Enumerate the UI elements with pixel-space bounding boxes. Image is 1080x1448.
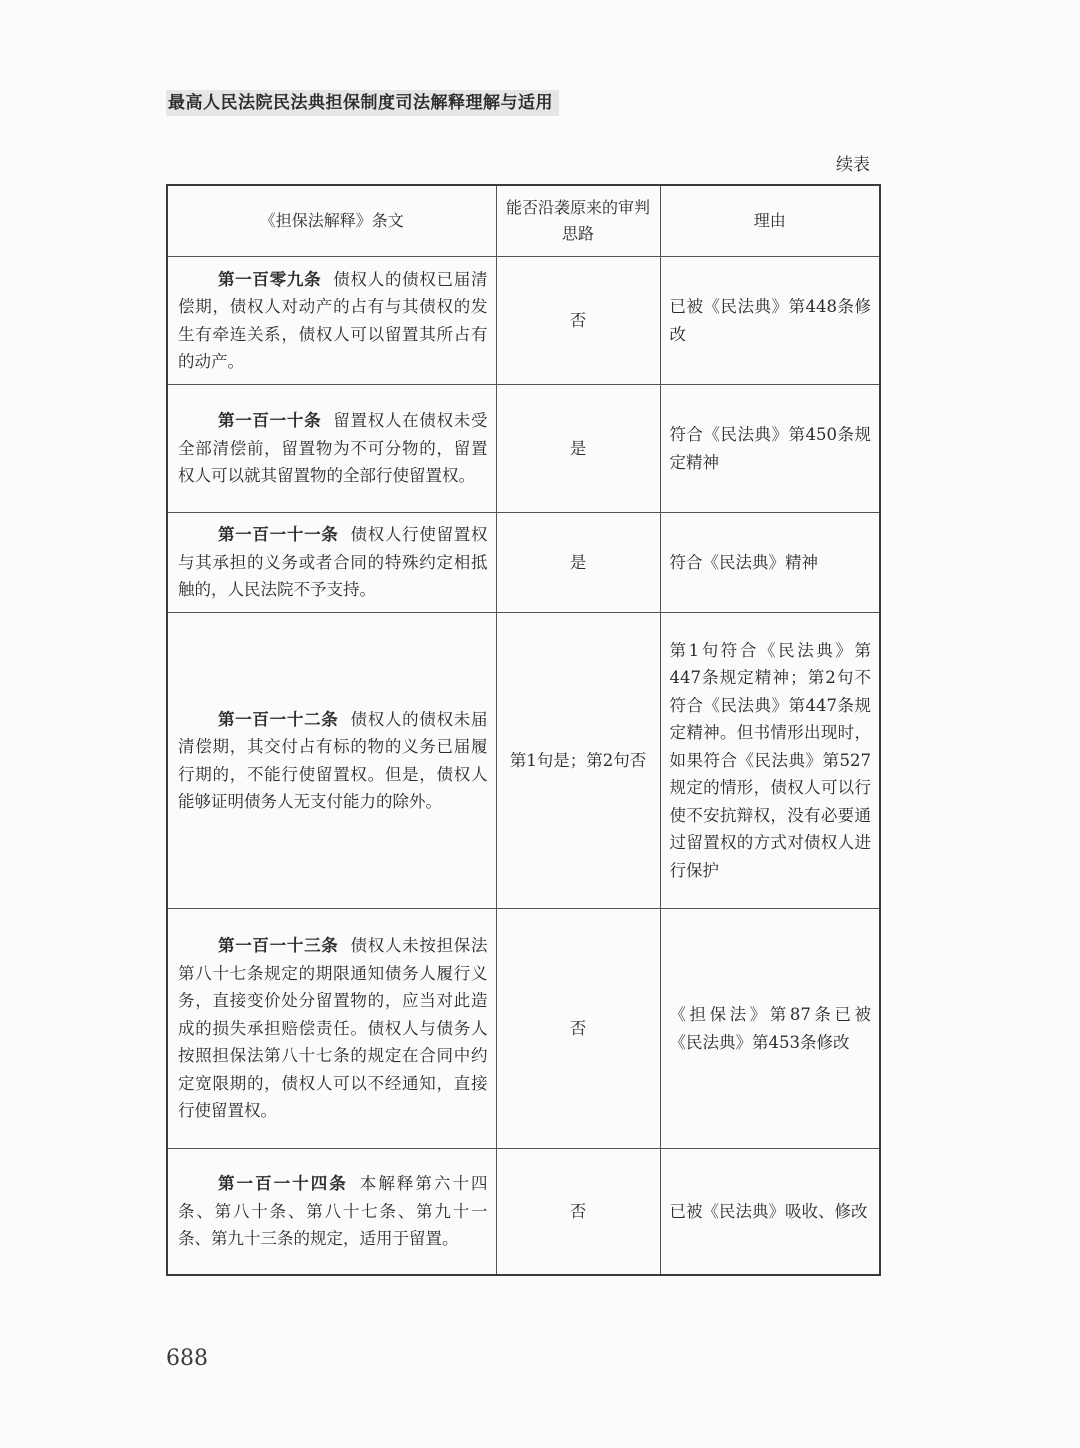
verdict-cell: 第1句是；第2句否 (496, 613, 660, 909)
reason-cell: 《担保法》第87条已被《民法典》第453条修改 (660, 909, 880, 1149)
table-row (167, 613, 880, 909)
running-header-title: 最高人民法院民法典担保制度司法解释理解与适用 (166, 90, 559, 116)
table-row (167, 513, 880, 613)
provision-cell (167, 909, 496, 1149)
provision-cell (167, 513, 496, 613)
verdict-cell: 是 (496, 385, 660, 513)
provision-text: 债权人的债权未届清偿期，其交付占有标的物的义务已届履行期的，不能行使留置权。但是，债权人能够证明债务人无支付能力的除外。 (178, 709, 488, 811)
provisions-comparison-table (166, 184, 881, 1276)
table-row (167, 909, 880, 1149)
article-number: 第一百一十条 (218, 411, 322, 431)
verdict-cell: 否 (496, 257, 660, 385)
continued-table-label: 续表 (836, 155, 870, 175)
provision-text: 本解释第六十四条、第八十条、第八十七条、第九十一条、第九十三条的规定，适用于留置。 (178, 1174, 488, 1248)
provision-text: 留置权人在债权未受全部清偿前，留置物为不可分物的，留置权人可以就其留置物的全部行使留置权。 (178, 411, 488, 486)
reason-cell: 已被《民法典》第448条修改 (660, 257, 880, 385)
provision-cell (167, 385, 496, 513)
reason-cell: 已被《民法典》吸收、修改 (660, 1149, 880, 1275)
reason-cell: 第1句符合《民法典》第447条规定精神；第2句不符合《民法典》第447条规定精神。但书情形出现时，如果符合《民法典》第527规定的情形，债权人可以行使不安抗辩权，没有必要通过留置权的方式对债权人进行保护 (660, 613, 880, 909)
verdict-cell: 否 (496, 1149, 660, 1275)
article-number: 第一百零九条 (218, 269, 322, 289)
verdict-cell: 否 (496, 909, 660, 1149)
reason-cell: 符合《民法典》第450条规定精神 (660, 385, 880, 513)
table-header-row (167, 185, 880, 257)
reason-cell: 符合《民法典》精神 (660, 513, 880, 613)
page-number: 688 (166, 1346, 208, 1371)
provision-cell (167, 1149, 496, 1275)
provision-text: 债权人未按担保法第八十七条规定的期限通知债务人履行义务，直接变价处分留置物的，应当对此造成的损失承担赔偿责任。债权人与债务人按照担保法第八十七条的规定在合同中约定宽限期的，债权人可以不经通知，直接行使留置权。 (178, 936, 488, 1121)
column-header-reason: 理由 (660, 185, 880, 257)
provision-cell (167, 257, 496, 385)
column-header-continuity: 能否沿袭原来的审判思路 (496, 185, 660, 257)
table-row (167, 257, 880, 385)
provision-text: 债权人行使留置权与其承担的义务或者合同的特殊约定相抵触的，人民法院不予支持。 (178, 525, 488, 600)
article-number: 第一百一十三条 (218, 936, 339, 956)
provision-cell (167, 613, 496, 909)
table-row (167, 385, 880, 513)
provision-text: 债权人的债权已届清偿期，债权人对动产的占有与其债权的发生有牵连关系，债权人可以留置其所占有的动产。 (178, 269, 488, 371)
article-number: 第一百一十一条 (218, 525, 339, 545)
verdict-cell: 是 (496, 513, 660, 613)
article-number: 第一百一十二条 (218, 709, 339, 729)
article-number: 第一百一十四条 (218, 1174, 348, 1193)
table-row (167, 1149, 880, 1275)
column-header-provision: 《担保法解释》条文 (167, 185, 496, 257)
